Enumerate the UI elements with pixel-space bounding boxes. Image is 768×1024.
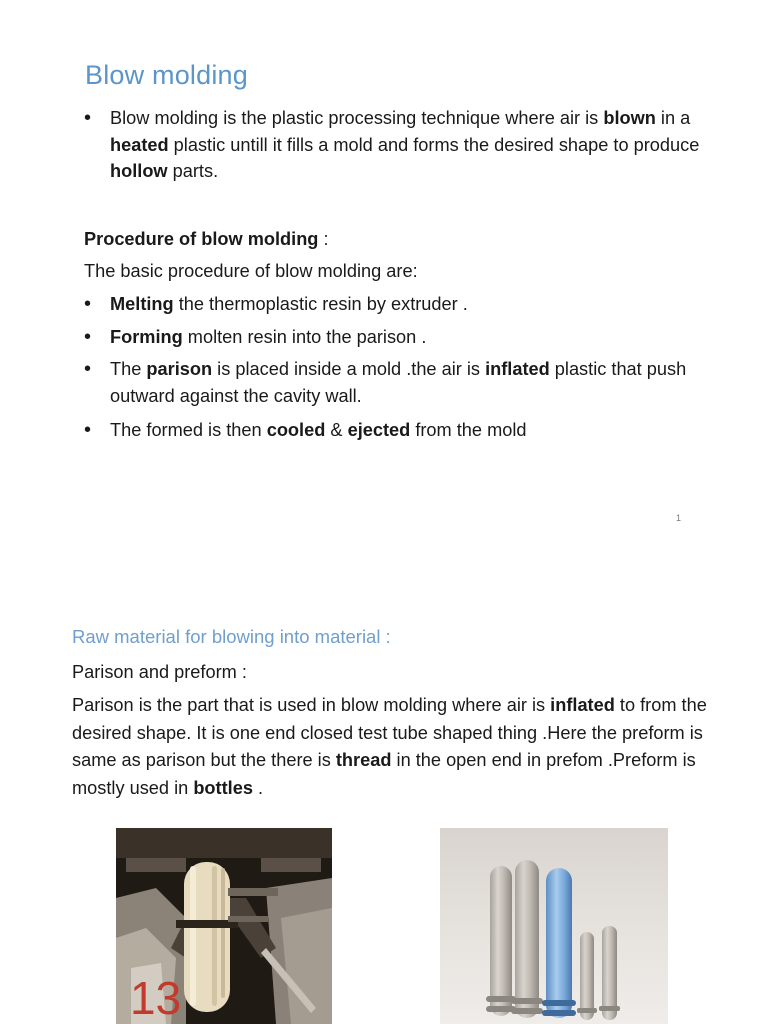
machine-number-marking: 13 [130, 972, 182, 1024]
bold-run: inflated [550, 695, 615, 715]
text-run: to from the desired shape. It is one end closed test tube shaped thing .Here the preform is same as parison but the there is [72, 695, 707, 770]
bold-run: Melting [110, 294, 174, 314]
text-run: plastic that push outward against the cavity wall. [110, 359, 687, 406]
intro-bullet-text [110, 105, 704, 185]
slide-title: Blow molding [85, 60, 248, 90]
step-bullet-3 [84, 356, 704, 409]
section-paragraph [72, 692, 712, 802]
bullet-dot: • [84, 326, 92, 348]
step-text [110, 356, 704, 409]
text-run: from the mold [410, 420, 527, 440]
bold-run: heated [110, 134, 169, 155]
procedure-heading-bold: Procedure of blow molding [84, 229, 319, 249]
step-text [110, 324, 704, 351]
text-run: plastic untill it fills a mold and forms the desired shape to produce [168, 134, 700, 155]
bold-run: parison [146, 359, 213, 379]
section-title: Raw material for blowing into material : [72, 626, 391, 647]
procedure-heading-colon: : [318, 229, 329, 249]
bold-run: Forming [110, 327, 183, 347]
bullet-dot: • [84, 293, 92, 315]
text-run: Blow molding is the plastic processing technique where air is [110, 108, 604, 128]
text-run: . [252, 777, 264, 798]
text-run: Parison is the part that is used in blow molding where air is [72, 695, 551, 715]
bold-run: inflated [485, 359, 550, 379]
bold-run: thread [335, 750, 392, 770]
section-subtitle: Parison and preform : [72, 662, 247, 682]
procedure-heading [84, 226, 329, 252]
bold-run: hollow [110, 161, 168, 181]
text-run: parts. [167, 161, 219, 181]
bullet-dot: • [84, 419, 92, 441]
text-run: molten resin into the parison . [182, 327, 427, 347]
text-run: & [325, 420, 348, 440]
intro-bullet [84, 105, 704, 185]
parison-machine-photo [116, 828, 332, 1024]
parison-machine-illustration [116, 828, 332, 1024]
bullet-dot: • [84, 358, 92, 380]
text-run: the thermoplastic resin by extruder . [173, 294, 468, 314]
bullet-dot: • [84, 107, 92, 129]
procedure-intro: The basic procedure of blow molding are: [84, 261, 418, 281]
text-run: in the open end in prefom .Preform is mostly used in [72, 750, 696, 798]
step-text [110, 291, 704, 318]
preform-tubes-illustration [440, 828, 668, 1024]
slide-2 [0, 600, 768, 1024]
text-run: The [110, 359, 147, 379]
bold-run: blown [603, 108, 656, 128]
step-text [110, 417, 704, 444]
text-run: in a [655, 108, 691, 128]
preform-bottles-photo [440, 828, 668, 1024]
text-run: The formed is then [110, 420, 267, 440]
step-bullet-1 [84, 291, 704, 318]
step-bullet-2 [84, 324, 704, 351]
bold-run: bottles [193, 777, 253, 798]
page-number: 1 [676, 513, 682, 523]
text-run: is placed inside a mold .the air is [212, 359, 486, 379]
step-bullet-4 [84, 417, 704, 444]
bold-run: cooled [266, 420, 326, 440]
bold-run: ejected [347, 420, 411, 440]
